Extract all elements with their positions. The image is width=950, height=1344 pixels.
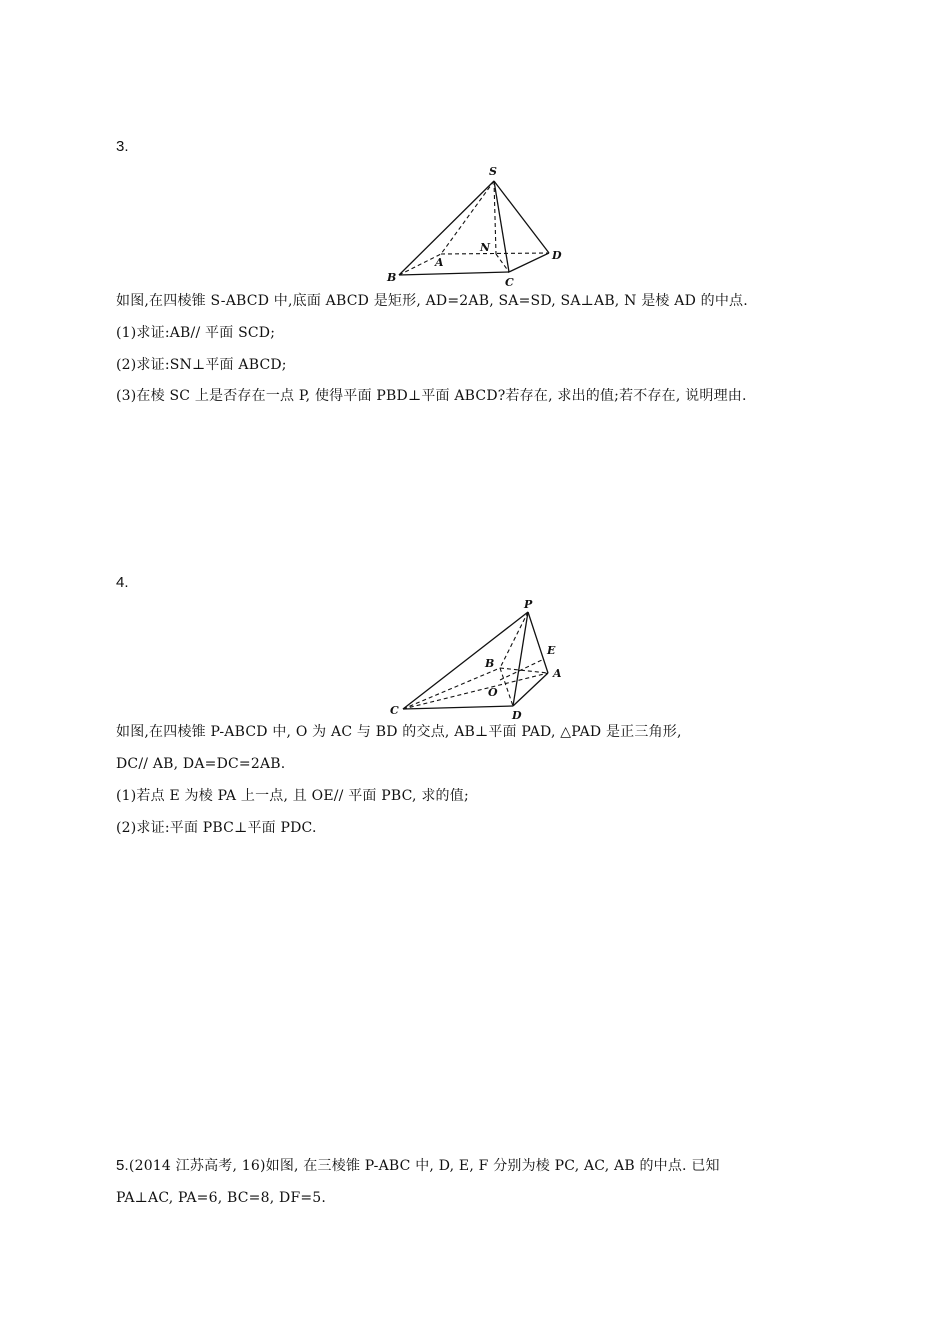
label-d: D: [552, 249, 562, 262]
label-c: C: [505, 276, 514, 289]
problem-4-statement-line-2: DC// AB, DA=DC=2AB.: [116, 756, 286, 772]
label-b: B: [387, 271, 397, 284]
figure-pyramid-p-abcd: [380, 596, 580, 730]
problem-5-text: (2014 江苏高考, 16)如图, 在三棱锥 P-ABC 中, D, E, F 分别为棱 PC, AC, AB 的中点. 已知: [128, 1158, 720, 1174]
label-n: N: [480, 241, 491, 254]
label-d: D: [512, 709, 522, 722]
problem-5-number: 5.: [116, 1157, 129, 1174]
problem-3-statement: 如图,在四棱锥 S-ABCD 中,底面 ABCD 是矩形, AD=2AB, SA=SD, SA⊥AB, N 是棱 AD 的中点.: [116, 293, 748, 309]
label-a: A: [435, 256, 444, 269]
label-c: C: [390, 704, 399, 717]
problem-5-statement-line-1: [116, 1156, 720, 1176]
problem-4-number: 4.: [116, 574, 129, 591]
label-o: O: [488, 686, 498, 699]
label-a: A: [553, 667, 562, 680]
label-p: P: [524, 598, 533, 611]
figure-pyramid-s-abcd: [380, 160, 580, 299]
problem-4-part-1: (1)若点 E 为棱 PA 上一点, 且 OE// 平面 PBC, 求的值;: [116, 788, 469, 804]
problem-3-number: 3.: [116, 138, 129, 155]
problem-5-statement-line-2: PA⊥AC, PA=6, BC=8, DF=5.: [116, 1190, 327, 1206]
label-b: B: [485, 657, 495, 670]
problem-4-part-2: (2)求证:平面 PBC⊥平面 PDC.: [116, 820, 317, 836]
problem-3-part-1: (1)求证:AB// 平面 SCD;: [116, 325, 276, 341]
problem-3-part-3: (3)在棱 SC 上是否存在一点 P, 使得平面 PBD⊥平面 ABCD?若存在, 求出的值;若不存在, 说明理由.: [116, 388, 747, 404]
label-s: S: [489, 165, 497, 178]
problem-3-part-2: (2)求证:SN⊥平面 ABCD;: [116, 357, 287, 373]
label-e: E: [547, 644, 556, 657]
problem-4-statement-line-1: 如图,在四棱锥 P-ABCD 中, O 为 AC 与 BD 的交点, AB⊥平面 PAD, △PAD 是正三角形,: [116, 724, 682, 740]
